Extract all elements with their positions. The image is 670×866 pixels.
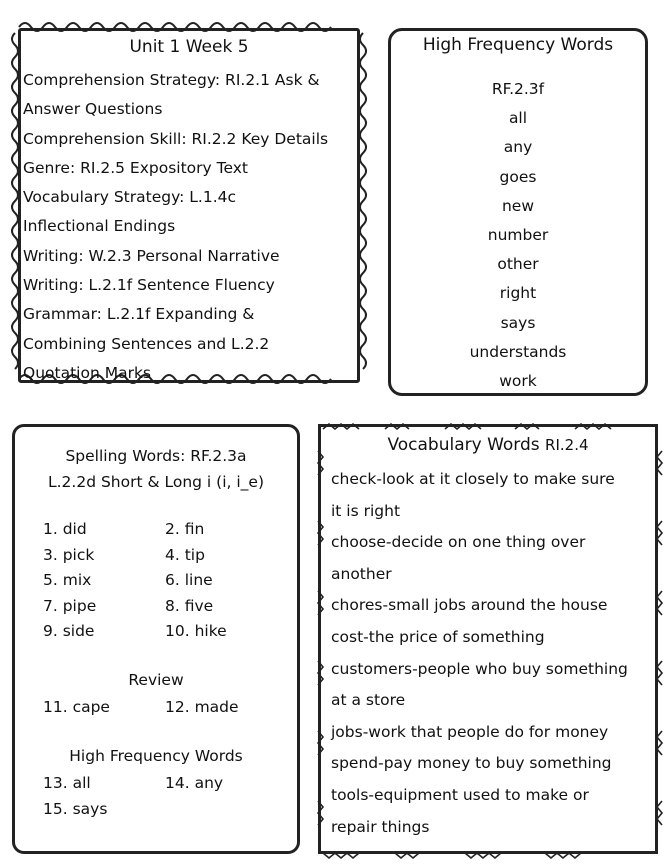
hf-word: says <box>500 313 536 332</box>
vocab-line: another <box>331 564 392 583</box>
vocab-line: jobs-work that people do for money <box>331 722 609 741</box>
spelling-word-grid <box>43 517 293 645</box>
spelling-word: 10. hike <box>165 622 227 640</box>
unit-line: Answer Questions <box>23 100 163 119</box>
spelling-words-box <box>12 424 300 854</box>
spelling-row <box>43 543 293 569</box>
unit-overview-box <box>18 28 360 383</box>
hf-word: goes <box>499 167 537 186</box>
vocab-title-text: Vocabulary Words <box>387 435 540 455</box>
spelling-row <box>43 619 293 645</box>
spelling-hf-word: 14. any <box>165 774 224 792</box>
hf-word: number <box>487 226 549 245</box>
hf-word: new <box>501 196 535 215</box>
unit-line: Genre: RI.2.5 Expository Text <box>23 158 248 177</box>
vocab-standard: RI.2.4 <box>545 436 589 454</box>
spelling-word: 3. pick <box>43 545 95 564</box>
spelling-hf-grid <box>43 771 293 822</box>
unit-title: Unit 1 Week 5 <box>129 37 249 57</box>
spelling-heading <box>15 443 297 495</box>
unit-line: Writing: W.2.3 Personal Narrative <box>23 246 280 265</box>
spelling-hf-row <box>43 797 293 823</box>
unit-line: Comprehension Strategy: RI.2.1 Ask & <box>23 71 320 89</box>
vocab-line: cost-the price of something <box>331 627 545 646</box>
vocab-line: repair things <box>331 817 430 836</box>
spelling-word: 2. fin <box>165 520 205 538</box>
hf-title: High Frequency Words <box>422 35 614 55</box>
spelling-word: 4. tip <box>165 545 205 564</box>
spelling-hf-title: High Frequency Words <box>69 747 243 765</box>
unit-line: Quotation Marks <box>23 363 151 382</box>
spelling-heading-line: L.2.2d Short & Long i (i, i_e) <box>47 473 265 491</box>
review-word: 11. cape <box>43 698 110 716</box>
hf-standard: RF.2.3f <box>491 80 545 98</box>
spelling-word: 6. line <box>165 571 213 589</box>
spelling-hf-row <box>43 771 293 797</box>
spelling-word: 5. mix <box>43 571 92 589</box>
vocab-line: check-look at it closely to make sure <box>331 470 615 488</box>
review-word: 12. made <box>165 698 239 716</box>
vocab-title <box>321 435 655 455</box>
vocabulary-words-box <box>318 424 658 854</box>
review-row <box>43 695 293 721</box>
spelling-word: 1. did <box>43 520 87 538</box>
spelling-word: 8. five <box>165 596 214 615</box>
vocab-line: choose-decide on one thing over <box>331 533 586 552</box>
unit-line: Inflectional Endings <box>23 217 176 236</box>
high-frequency-words-box <box>388 28 648 396</box>
spelling-hf-word: 15. says <box>43 799 108 818</box>
hf-word: work <box>499 372 537 391</box>
vocab-line: spend-pay money to buy something <box>331 754 612 773</box>
spelling-row <box>43 517 293 543</box>
vocab-line: chores-small jobs around the house <box>331 596 608 615</box>
spelling-word: 9. side <box>43 622 95 640</box>
hf-word: understands <box>469 342 567 361</box>
hf-word: any <box>503 138 533 157</box>
unit-line: Combining Sentences and L.2.2 <box>23 334 270 353</box>
hf-word-list <box>391 75 645 396</box>
unit-line: Vocabulary Strategy: L.1.4c <box>23 188 237 207</box>
spelling-word: 7. pipe <box>43 596 97 615</box>
unit-standards-list <box>23 66 351 388</box>
vocab-line: at a store <box>331 691 406 710</box>
spelling-hf-word: 13. all <box>43 774 91 792</box>
vocab-definition-list <box>331 464 647 843</box>
vocab-line: customers-people who buy something <box>331 659 628 678</box>
vocab-line: it is right <box>331 501 401 520</box>
review-word-grid <box>43 695 293 721</box>
unit-line: Comprehension Skill: RI.2.2 Key Details <box>23 129 329 148</box>
spelling-row <box>43 568 293 594</box>
spelling-row <box>43 594 293 620</box>
hf-word: other <box>497 255 539 274</box>
hf-word: right <box>499 284 537 303</box>
vocab-line: tools-equipment used to make or <box>331 785 589 804</box>
unit-line: Grammar: L.2.1f Expanding & <box>23 305 255 324</box>
spelling-heading-line: Spelling Words: RF.2.3a <box>65 447 247 465</box>
unit-line: Writing: L.2.1f Sentence Fluency <box>23 276 275 295</box>
hf-word: all <box>508 109 528 128</box>
review-title: Review <box>128 671 184 689</box>
